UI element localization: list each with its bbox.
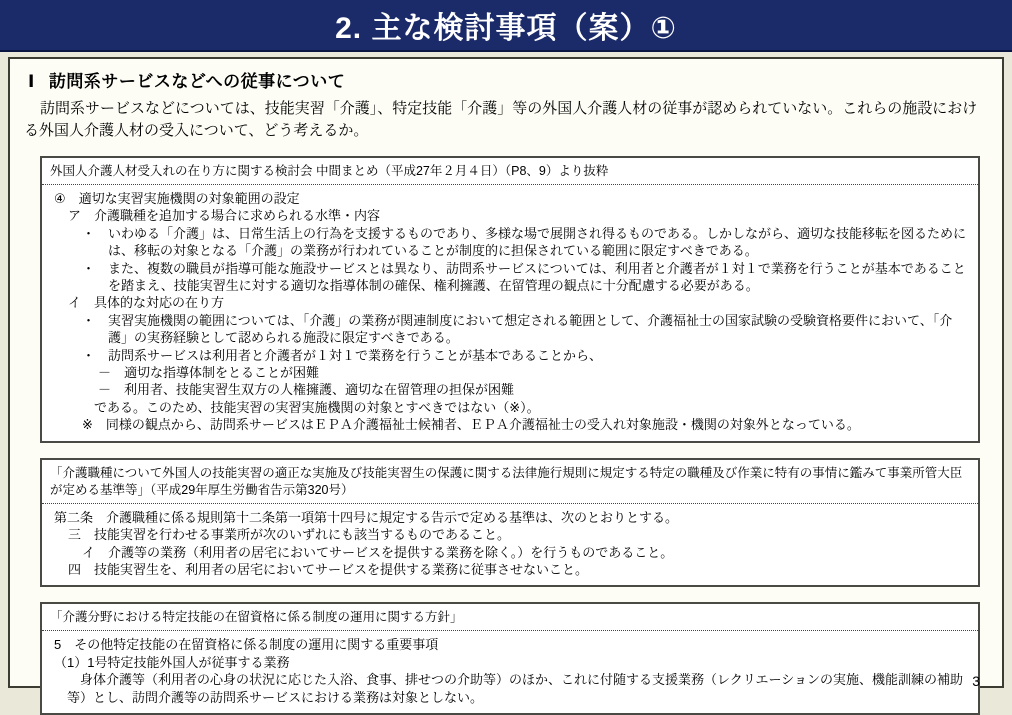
text-line: ※ 同様の観点から、訪問系サービスはＥＰＡ介護福祉士候補者、ＥＰＡ介護福祉士の受入れ対象施設・機関の対象外となっている。 bbox=[82, 417, 860, 433]
box-gap bbox=[20, 587, 992, 602]
text-line: である。このため、技能実習の実習実施機関の対象とすべきではない（※）。 bbox=[94, 399, 540, 415]
source-box-body bbox=[42, 504, 978, 586]
slide-title-bar bbox=[0, 0, 1012, 52]
text-line: イ 介護等の業務（利用者の居宅においてサービスを提供する業務を除く。）を行うものであること。 bbox=[82, 544, 674, 560]
text-line: 5 その他特定技能の在留資格に係る制度の運用に関する重要事項 bbox=[54, 637, 439, 653]
text-line: ・ 実習実施機関の範囲については、「介護」の業務が関連制度において想定される範囲として、介護福祉士の国家試験の受験資格要件において、「介護」の実務経験として認められる施設に限定すべきである。 bbox=[82, 312, 953, 346]
text-line: イ 具体的な対応の在り方 bbox=[68, 295, 225, 311]
source-box-kokuji-320 bbox=[40, 458, 980, 588]
content-frame bbox=[8, 57, 1004, 705]
text-line: ・ また、複数の職員が指導可能な施設サービスとは異なり、訪問系サービスについては、利用者と介護者が１対１で業務を行うことが基本であることを踏まえ、技能実習生に対する適切な指導体制の確保、権利擁護、在留管理の観点に十分配慮する必要がある。 bbox=[82, 260, 966, 294]
source-box-body bbox=[42, 631, 978, 713]
source-box-chukan-matome bbox=[40, 156, 980, 443]
source-box-title: 「介護分野における特定技能の在留資格に係る制度の運用に関する方針」 bbox=[42, 604, 978, 631]
source-box-body bbox=[42, 185, 978, 441]
text-line: （1）1号特定技能外国人が従事する業務 bbox=[54, 654, 290, 670]
section-numeral: Ⅰ bbox=[28, 72, 35, 91]
text-line: － 適切な指導体制をとることが困難 bbox=[98, 365, 320, 381]
lead-paragraph: 訪問系サービスなどについては、技能実習「介護」、特定技能「介護」等の外国人介護人材の従事が認められていない。これらの施設における外国人介護人材の受入について、どう考えるか。 bbox=[24, 100, 978, 139]
section-heading-text: 訪問系サービスなどへの従事について bbox=[48, 72, 346, 91]
text-line: ア 介護職種を追加する場合に求められる水準・内容 bbox=[68, 208, 381, 224]
text-line: ・ いわゆる「介護」は、日常生活上の行為を支援するものであり、多様な場で展開され得るものである。しかしながら、適切な技能移転を図るためには、移転の対象となる「介護」の業務が行われていることが制度的に担保されている範囲に限定すべきである。 bbox=[82, 225, 967, 259]
text-line: ④ 適切な実習実施機関の対象範囲の設定 bbox=[54, 191, 300, 206]
page-number: 3 bbox=[972, 673, 980, 689]
text-line: 第二条 介護職種に係る規則第十二条第一項第十四号に規定する告示で定める基準は、次のとおりとする。 bbox=[54, 509, 679, 525]
text-line: 四 技能実習生を、利用者の居宅においてサービスを提供する業務に従事させないこと。 bbox=[68, 561, 589, 577]
source-box-unyo-hoshin bbox=[40, 602, 980, 715]
text-line: － 利用者、技能実習生双方の人権擁護、適切な在留管理の担保が困難 bbox=[98, 382, 515, 398]
text-line: 身体介護等（利用者の心身の状況に応じた入浴、食事、排せつの介助等）のほか、これに付随する支援業務（レクリエーションの実施、機能訓練の補助等）とし、訪問介護等の訪問系サービスにおける業務は対象としない。 bbox=[67, 672, 963, 705]
text-line: ・ 訪問系サービスは利用者と介護者が１対１で業務を行うことが基本であることから、 bbox=[82, 347, 603, 363]
slide-title: 2. 主な検討事項（案）① bbox=[335, 12, 677, 45]
text-line: 三 技能実習を行わせる事業所が次のいずれにも該当するものであること。 bbox=[68, 527, 511, 543]
source-box-title: 「介護職種について外国人の技能実習の適正な実施及び技能実習生の保護に関する法律施行規則に規定する特定の職種及び作業に特有の事情に鑑みて事業所管大臣が定める基準等」（平成29年厚生労働省告示第320号） bbox=[42, 460, 978, 504]
box-gap bbox=[20, 443, 992, 458]
section-heading bbox=[28, 67, 992, 92]
source-box-title: 外国人介護人材受入れの在り方に関する検討会 中間まとめ（平成27年２月４日）（P8、9）より抜粋 bbox=[42, 158, 978, 185]
